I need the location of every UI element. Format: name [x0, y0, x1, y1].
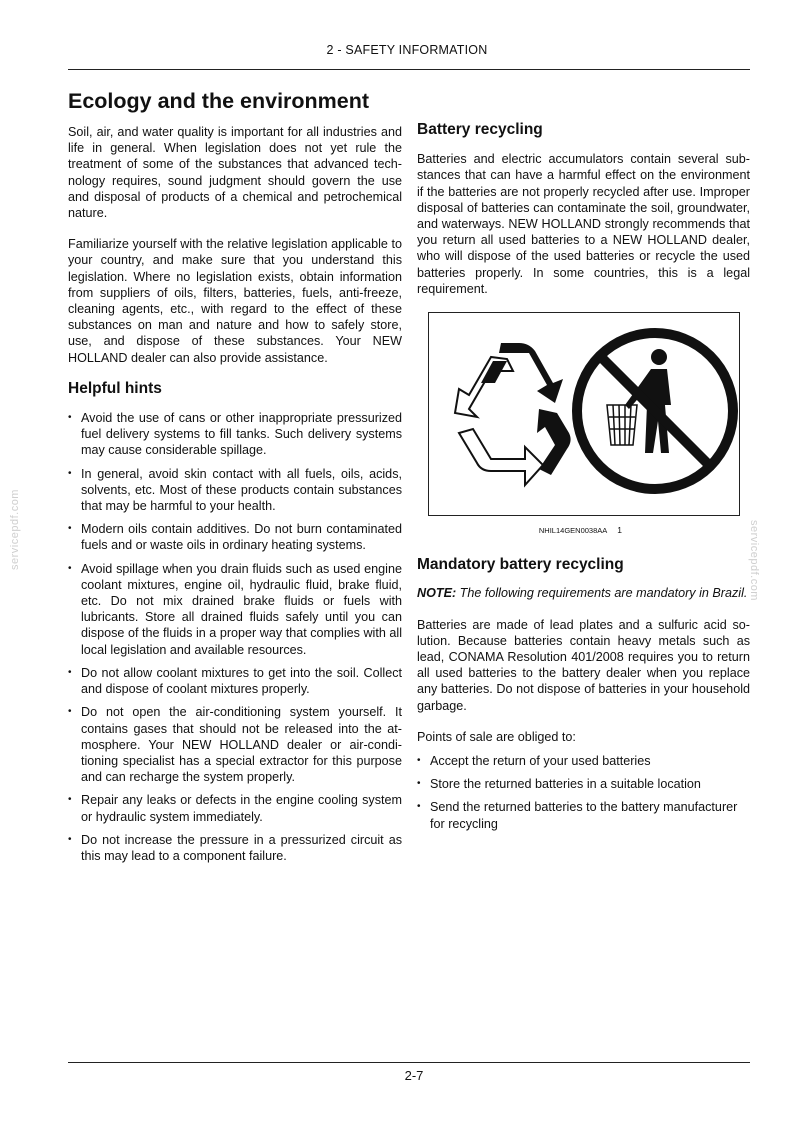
page-number: 2-7: [404, 1068, 424, 1083]
list-item-text: Avoid spillage when you drain fluids such as used engine coolant mixtures, engine oil, hydraulic fluid, brake fluid, etc. Do not mix drained brake fluids or fuels with lubricants. Store all drained fluids safely until you can dispose of the fluids in a proper way that complies with all local legislation and available resources.: [81, 561, 402, 657]
page-title: Ecology and the environment: [68, 89, 370, 113]
list-item: [68, 792, 402, 824]
list-item-text: Modern oils contain additives. Do not burn contaminated fuels and or waste oils in ordinary heating systems.: [81, 522, 402, 553]
note: [417, 585, 750, 601]
bullet-icon: •: [68, 562, 72, 574]
recycling-figure: [428, 312, 740, 516]
list-item: [417, 776, 750, 792]
list-item-text: Repair any leaks or defects in the engine cooling system or hydraulic system immediately.: [81, 793, 402, 824]
bullet-icon: •: [417, 778, 421, 790]
figure-caption: [417, 522, 750, 539]
list-item-text: Accept the return of your used batteries: [430, 754, 651, 769]
points-of-sale-intro: Points of sale are obliged to:: [417, 729, 576, 744]
list-item-text: Do not open the air-conditioning system yourself. It contains gases that should not be released into the atmosphere. Your NEW HOLLAND dealer or air-conditioning specialist has a special extractor for this purpose and can recharge the system properly.: [81, 705, 402, 785]
figure-graphic: [429, 313, 741, 517]
note-text: The following requirements are mandatory in Brazil.: [456, 586, 748, 601]
list-item: [68, 466, 402, 515]
figure-number: 1: [617, 525, 622, 536]
mandatory-recycling-heading: Mandatory battery recycling: [417, 556, 624, 574]
footer-divider: [68, 1062, 750, 1063]
no-trash-disposal-icon: [577, 333, 733, 489]
bullet-icon: •: [417, 801, 421, 813]
bullet-icon: •: [68, 833, 72, 845]
right-column: [417, 122, 750, 839]
list-item: [68, 704, 402, 785]
list-item-text: In general, avoid skin contact with all fuels, oils, acids, solvents, etc. Most of these products contain substances that may be harmful to your health.: [81, 466, 402, 514]
watermark-right: servicepdf.com: [748, 520, 760, 601]
helpful-hints-heading: Helpful hints: [68, 379, 162, 397]
battery-recycling-paragraph: Batteries and electric accumulators contain several substances that can have a harmful effect on the environment if the batteries are not properly recycled after use. Improper disposal of batteries can contaminate the soil, groundwater, and waterways. NEW HOLLAND strongly recommends that you return all used batteries to a NEW HOLLAND dealer, who will dispose of the used batteries or recycle the used batteries properly. In some countries, this is a legal requirement.: [417, 152, 750, 296]
list-item: [68, 561, 402, 658]
bullet-icon: •: [68, 467, 72, 479]
list-item-text: Do not allow coolant mixtures to get into the soil. Collect and dispose of coolant mixtures properly.: [81, 665, 402, 697]
mandatory-paragraph: Batteries are made of lead plates and a sulfuric acid solution. Because batteries contain heavy metals such as lead, CONAMA Resolution 401/2008 requires you to return all used batteries to the battery dealer when you replace any batteries. Do not dispose of batteries in your household garbage.: [417, 617, 750, 713]
bullet-icon: •: [68, 523, 72, 535]
bullet-icon: •: [417, 755, 421, 767]
bullet-icon: •: [68, 412, 72, 424]
list-item: [68, 665, 402, 697]
list-item-text: Store the returned batteries in a suitable location: [430, 777, 701, 792]
watermark-left: servicepdf.com: [9, 489, 21, 570]
list-item-text: Avoid the use of cans or other inappropriate pressurized fuel delivery systems to fill tanks. Such delivery systems may cause considerable spillage.: [81, 411, 402, 458]
list-item: [417, 799, 750, 831]
figure-code: NHIL14GEN0038AA: [538, 526, 608, 536]
helpful-hints-list: [68, 410, 402, 864]
list-item-text: Send the returned batteries to the battery manufacturer for recycling: [430, 800, 738, 831]
bullet-icon: •: [68, 794, 72, 806]
left-column: [68, 124, 402, 871]
section-header: 2 - SAFETY INFORMATION: [326, 43, 488, 57]
list-item: [68, 832, 402, 864]
list-item: [68, 521, 402, 553]
recycling-icon: [455, 343, 571, 485]
list-item: [417, 753, 750, 769]
note-label: NOTE:: [417, 586, 457, 601]
points-of-sale-list: [417, 753, 750, 832]
header-divider: [68, 69, 750, 70]
intro-paragraph-2: Familiarize yourself with the relative legislation applicable to your country, and make sure that you understand this legislation. Where no legislation exists, obtain information from suppliers of oils, filters, batteries, fuels, anti-freeze, cleaning agents, etc., with regard to the effect of these substances on man and nature and how to safely store, use, and dispose of these substances. Your NEW HOLLAND dealer can also provide assistance.: [68, 237, 402, 365]
list-item: [68, 410, 402, 459]
bullet-icon: •: [68, 666, 72, 678]
bullet-icon: •: [68, 706, 72, 718]
intro-paragraph-1: Soil, air, and water quality is important for all industries and life in general. When legislation does not yet rule the treatment of some of the substances that advanced technology requires, sound judgment should govern the use and disposal of products of a chemical and petrochemical nature.: [68, 125, 402, 221]
list-item-text: Do not increase the pressure in a pressurized circuit as this may lead to a component failure.: [81, 832, 402, 863]
battery-recycling-heading: Battery recycling: [417, 121, 543, 138]
